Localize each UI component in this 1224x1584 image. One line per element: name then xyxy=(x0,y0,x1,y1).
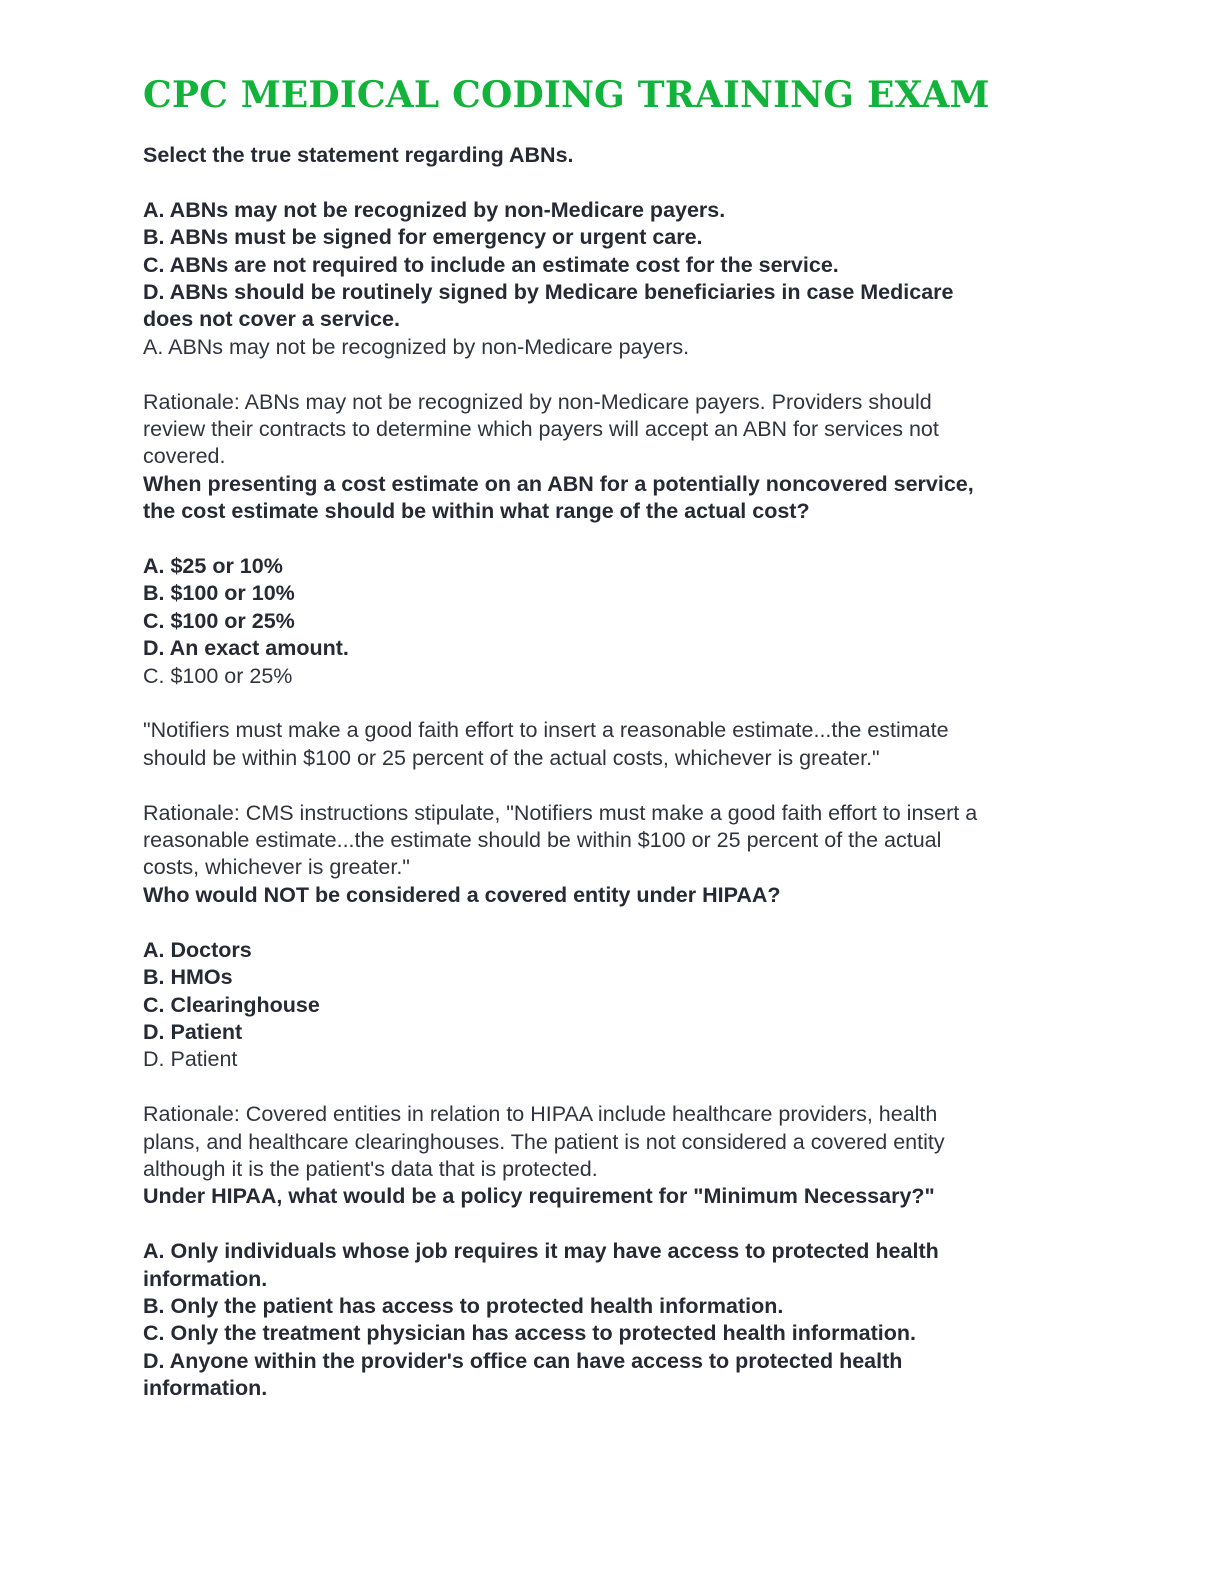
answer-option: D. ABNs should be routinely signed by Medicare beneficiaries in case Medicare xyxy=(143,280,954,305)
answer-option: A. $25 or 10% xyxy=(143,554,283,579)
answer-option: does not cover a service. xyxy=(143,307,400,332)
rationale-text: although it is the patient's data that is protected. xyxy=(143,1156,598,1181)
question-block xyxy=(143,142,1083,471)
rationale-text: Rationale: Covered entities in relation to HIPAA include healthcare providers, health xyxy=(143,1102,938,1127)
question-text: the cost estimate should be within what range of the actual cost? xyxy=(143,499,810,524)
rationale-text: Rationale: CMS instructions stipulate, "Notifiers must make a good faith effort to insert a xyxy=(143,800,978,825)
rationale-text: review their contracts to determine which payers will accept an ABN for services not xyxy=(143,417,939,442)
answer-option: C. $100 or 25% xyxy=(143,608,295,633)
answer-option: A. Doctors xyxy=(143,937,252,962)
blank-line xyxy=(143,690,1083,717)
blank-line xyxy=(143,909,1083,936)
question-text: Select the true statement regarding ABNs. xyxy=(143,143,574,167)
answer-option: information. xyxy=(143,1376,268,1401)
answer-option: information. xyxy=(143,1266,268,1291)
rationale-text: covered. xyxy=(143,444,226,469)
blank-line xyxy=(143,361,1083,388)
answer-option: B. $100 or 10% xyxy=(143,581,295,606)
answer-option: C. Clearinghouse xyxy=(143,992,320,1017)
quote-text: should be within $100 or 25 percent of the actual costs, whichever is greater." xyxy=(143,745,880,770)
blank-line xyxy=(143,1211,1083,1238)
question-block xyxy=(143,1183,1083,1402)
correct-answer: A. ABNs may not be recognized by non-Medicare payers. xyxy=(143,334,690,359)
question-block xyxy=(143,471,1083,882)
document-title: CPC MEDICAL CODING TRAINING EXAM xyxy=(143,74,990,116)
answer-option: C. Only the treatment physician has access to protected health information. xyxy=(143,1321,916,1346)
document-body xyxy=(143,142,1083,1403)
question-text: Under HIPAA, what would be a policy requirement for "Minimum Necessary?" xyxy=(143,1184,935,1209)
quote-text: "Notifiers must make a good faith effort to insert a reasonable estimate...the estimate xyxy=(143,718,949,743)
question-block xyxy=(143,882,1083,1183)
answer-option: D. An exact amount. xyxy=(143,636,349,661)
answer-option: C. ABNs are not required to include an estimate cost for the service. xyxy=(143,252,839,277)
answer-option: B. ABNs must be signed for emergency or urgent care. xyxy=(143,225,703,250)
blank-line xyxy=(143,169,1083,196)
correct-answer: D. Patient xyxy=(143,1047,238,1072)
rationale-text: plans, and healthcare clearinghouses. The patient is not considered a covered entity xyxy=(143,1129,945,1154)
rationale-text: reasonable estimate...the estimate should be within $100 or 25 percent of the actual xyxy=(143,828,942,853)
answer-option: D. Patient xyxy=(143,1019,243,1044)
answer-option: A. ABNs may not be recognized by non-Medicare payers. xyxy=(143,197,726,222)
correct-answer: C. $100 or 25% xyxy=(143,663,293,688)
rationale-text: costs, whichever is greater." xyxy=(143,855,410,880)
blank-line xyxy=(143,772,1083,799)
answer-option: B. HMOs xyxy=(143,965,233,990)
blank-line xyxy=(143,526,1083,553)
rationale-text: Rationale: ABNs may not be recognized by non-Medicare payers. Providers should xyxy=(143,389,932,414)
question-text: Who would NOT be considered a covered entity under HIPAA? xyxy=(143,882,781,907)
question-text: When presenting a cost estimate on an ABN for a potentially noncovered service, xyxy=(143,471,974,496)
blank-line xyxy=(143,1074,1083,1101)
answer-option: A. Only individuals whose job requires it may have access to protected health xyxy=(143,1239,939,1264)
answer-option: D. Anyone within the provider's office can have access to protected health xyxy=(143,1348,903,1373)
answer-option: B. Only the patient has access to protected health information. xyxy=(143,1293,784,1318)
